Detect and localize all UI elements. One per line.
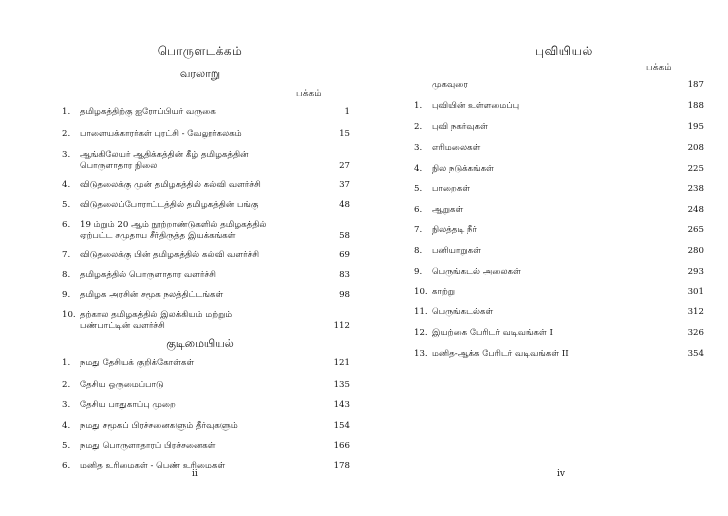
toc-entry-label: இயற்கை பேரிடர் வடிவங்கள் I	[432, 328, 553, 338]
page-column-header: பக்கம்	[646, 63, 672, 73]
toc-entry	[62, 180, 352, 191]
toc-entry-page: 1	[344, 107, 350, 117]
toc-entry-label: பாறைகள்	[432, 184, 471, 194]
toc-entry-page: 98	[339, 290, 350, 300]
toc-entry-page: 83	[339, 270, 350, 280]
toc-entry-label: காற்று	[432, 287, 456, 297]
toc-entry-number: 1.	[62, 358, 71, 368]
section-heading-history: வரலாறு	[179, 67, 221, 80]
toc-entry-number: 3.	[62, 150, 71, 160]
toc-entry-label: நமது தேசியக் குறிக்கோள்கள்	[80, 358, 195, 368]
toc-entry-number: 2.	[62, 129, 71, 139]
toc-entry-page: 166	[333, 441, 350, 451]
toc-entry-page: 15	[339, 129, 350, 139]
page-title: பொருளடக்கம்	[157, 44, 243, 58]
toc-entry-label: பண்பாட்டின் வளர்ச்சி	[80, 321, 165, 331]
toc-entry-label: மனித-ஆக்க பேரிடர் வடிவங்கள் II	[432, 349, 569, 359]
page-number: iv	[557, 469, 565, 479]
toc-entry-label: பனியாறுகள்	[432, 246, 481, 256]
toc-entry-page: 112	[333, 321, 350, 331]
toc-entry-number: 11.	[414, 307, 428, 317]
toc-entry-label: எரிமலைகள்	[432, 143, 481, 153]
toc-entry	[62, 400, 352, 411]
toc-entry-label: தேசிய ஒருமைப்பாடு	[80, 380, 164, 390]
toc-entry-number: 5.	[62, 200, 71, 210]
toc-entry-label: விடுதலைப்போராட்டத்தில் தமிழகத்தின் பங்கு	[80, 200, 259, 210]
toc-entry-number: 3.	[414, 143, 423, 153]
toc-entry-label: புவி நகர்வுகள்	[432, 122, 488, 132]
toc-entry-number: 6.	[62, 461, 71, 471]
toc-entry-number: 1.	[62, 107, 71, 117]
toc-entry	[62, 150, 352, 172]
toc-entry-label: ஏற்பட்ட சமுதாய சீர்திருத்த இயக்கங்கள்	[80, 231, 236, 241]
toc-entry	[62, 107, 352, 118]
toc-entry-page: 143	[333, 400, 350, 410]
toc-entry-label: நமது பொருளாதாரப் பிரச்சனைகள்	[80, 441, 216, 451]
toc-entry-number: 1.	[414, 101, 423, 111]
toc-entry-number: 10.	[414, 287, 428, 297]
toc-entry-number: 6.	[62, 220, 71, 230]
toc-entry-number: 9.	[62, 290, 71, 300]
toc-entry-label: முகவுரை	[432, 80, 468, 90]
toc-entry-page: 238	[687, 184, 704, 194]
page-title: புவியியல்	[535, 44, 593, 58]
toc-entry-number: 5.	[62, 441, 71, 451]
toc-entry-number: 3.	[62, 400, 71, 410]
toc-entry-page: 265	[687, 225, 704, 235]
toc-entry-page: 326	[687, 328, 704, 338]
toc-entry-label: நிலத்தடி நீர்	[432, 225, 478, 235]
toc-entry-label: பொருளாதார நிலை	[80, 161, 158, 171]
toc-entry-label: புவியின் உள்ளமைப்பு	[432, 101, 520, 111]
page-column-header: பக்கம்	[296, 89, 322, 99]
toc-entry-number: 7.	[414, 225, 423, 235]
toc-entry-number: 7.	[62, 250, 71, 260]
toc-entry-page: 48	[339, 200, 350, 210]
toc-entry-number: 4.	[62, 180, 71, 190]
toc-entry-number: 4.	[414, 164, 423, 174]
toc-entry-page: 69	[339, 250, 350, 260]
toc-entry	[62, 290, 352, 301]
toc-entry-label: நமது சமூகப் பிரச்சனைகளும் தீர்வுகளும்	[80, 421, 238, 431]
toc-entry-label: ஆங்கிலேயர் ஆதிக்கத்தின் கீழ் தமிழகத்தின்	[80, 150, 249, 160]
section-heading-civics: குடிமையியல்	[166, 337, 234, 350]
toc-entry-page: 154	[333, 421, 350, 431]
toc-entry-label: விடுதலைக்கு முன் தமிழகத்தில் கல்வி வளர்ச்சி	[80, 180, 261, 190]
page-number: ii	[192, 469, 198, 479]
toc-entry-label: தேசிய பாதுகாப்பு முறை	[80, 400, 176, 410]
toc-entry-page: 280	[687, 246, 704, 256]
toc-entry-page: 293	[687, 267, 704, 277]
toc-entry-number: 4.	[62, 421, 71, 431]
toc-entry-page: 188	[687, 101, 704, 111]
toc-entry	[62, 270, 352, 281]
toc-entry-page: 312	[687, 307, 704, 317]
toc-entry-page: 37	[339, 180, 350, 190]
toc-entry	[62, 358, 352, 369]
toc-entry-number: 8.	[62, 270, 71, 280]
toc-entry-label: பாளையக்காரர்கள் புரட்சி - வேலூர்கலகம்	[80, 129, 242, 139]
toc-entry-label: தமிழகத்திற்கு ஐரோப்பியர் வருகை	[80, 107, 216, 117]
toc-entry-page: 208	[687, 143, 704, 153]
toc-entry-number: 5.	[414, 184, 423, 194]
toc-entry-number: 13.	[414, 349, 428, 359]
toc-entry	[62, 129, 352, 140]
toc-entry-page: 27	[339, 161, 350, 171]
toc-entry-number: 8.	[414, 246, 423, 256]
toc-entry-number: 2.	[414, 122, 423, 132]
toc-entry-page: 135	[333, 380, 350, 390]
toc-entry-page: 225	[687, 164, 704, 174]
toc-entry	[62, 461, 352, 472]
toc-entry-label: தமிழகத்தில் பொருளாதார வளர்ச்சி	[80, 270, 216, 280]
toc-entry-label: பெருங்கடல் அலைகள்	[432, 267, 521, 277]
toc-entry-page: 248	[687, 205, 704, 215]
toc-entry-number: 12.	[414, 328, 428, 338]
toc-entry-number: 10.	[62, 310, 76, 320]
toc-entry	[62, 441, 352, 452]
toc-entry-page: 195	[687, 122, 704, 132]
toc-entry	[62, 380, 352, 391]
toc-entry-label: நில நடுக்கங்கள்	[432, 164, 494, 174]
toc-entry	[62, 421, 352, 432]
toc-entry-label: விடுதலைக்கு பின் தமிழகத்தில் கல்வி வளர்ச்சி	[80, 250, 260, 260]
toc-entry-page: 354	[687, 349, 704, 359]
toc-entry	[62, 220, 352, 242]
toc-entry-label: தற்கால தமிழகத்தில் இலக்கியம் மற்றும்	[80, 310, 233, 320]
toc-entry-page: 121	[333, 358, 350, 368]
toc-entry	[62, 310, 352, 332]
toc-entry-number: 6.	[414, 205, 423, 215]
toc-entry-number: 2.	[62, 380, 71, 390]
toc-entry	[62, 200, 352, 211]
toc-entry	[62, 250, 352, 261]
toc-entry-label: 19 ம்றும் 20 ஆம் நூற்றாண்டுகளில் தமிழகத்தில்	[80, 220, 267, 230]
toc-entry-page: 301	[687, 287, 704, 297]
toc-entry-label: மனித உரிமைகள் - பெண் உரிமைகள்	[80, 461, 226, 471]
toc-entry-page: 187	[687, 80, 704, 90]
toc-entry-number: 9.	[414, 267, 423, 277]
toc-entry-page: 58	[339, 231, 350, 241]
right-page	[364, 0, 728, 516]
toc-entry-page: 178	[333, 461, 350, 471]
toc-entry-label: ஆறுகள்	[432, 205, 464, 215]
toc-entry-label: பெருங்கடல்கள்	[432, 307, 494, 317]
toc-entry-label: தமிழக அரசின் சமூக நலத்திட்டங்கள்	[80, 290, 224, 300]
